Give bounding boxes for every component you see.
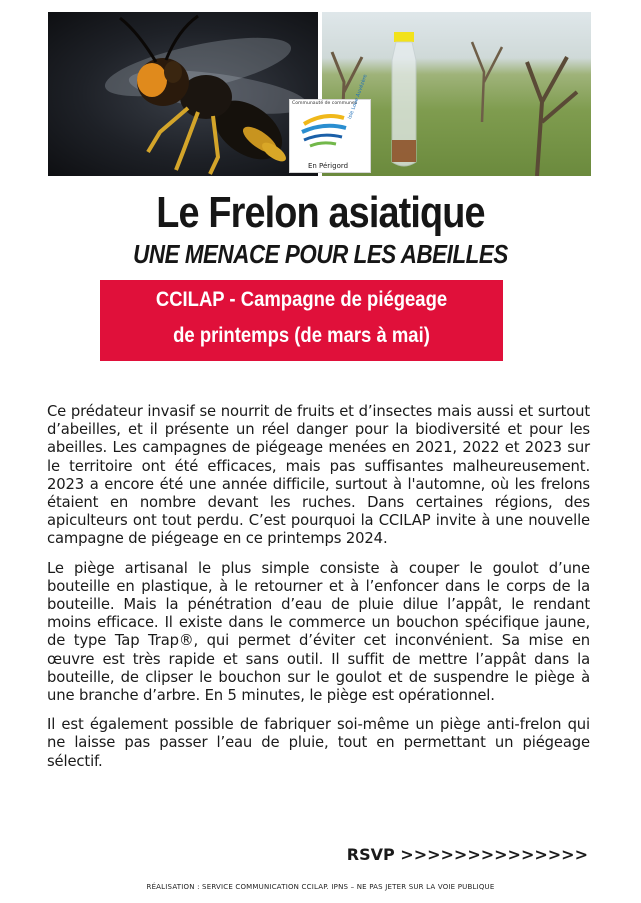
banner-line-2: de printemps (de mars à mai) <box>173 324 430 347</box>
logo-side-text: Isle Loue Auvézère <box>347 73 369 121</box>
paragraph-intro: Ce prédateur invasif se nourrit de fruits et d’insectes mais aussi et surtout d’abeilles, et il présente un réel danger pour la biodiversité et pour les abeilles. Les campagnes de piégeage menées en 2021, 2022 et 2023 sur le territoire ont été efficaces, mais pas suffisantes malheureusement. 2023 a encore été une année difficile, surtout à l'automne, où les frelons étaient en nombre devant les ruches. Dans certaines régions, des apiculteurs ont tout perdu. C’est pourquoi la CCILAP invite à une nouvelle campagne de piégeage en ce printemps 2024. <box>47 403 590 548</box>
ccilap-logo <box>289 73 371 173</box>
paragraph-trap: Le piège artisanal le plus simple consiste à couper le goulot d’une bouteille en plastique, à le retourner et à l’enfoncer dans le corps de la bouteille. Mais la pénétration d’eau de pluie dilue l’appât, le rendant moins efficace. Il existe dans le commerce un bouchon spécifique jaune, de type Tap Trap®, qui permet d’éviter cet inconvénient. Sa mise en œuvre est très rapide et sans outil. Il suffit de mettre l’appât dans la bouteille, de clipser le bouchon sur le goulot et de suspendre le piège à une branche d’arbre. En 5 minutes, le piège est opérationnel. <box>47 559 590 705</box>
paragraph-diy: Il est également possible de fabriquer soi-même un piège anti-frelon qui ne laisse pas passer l’eau de pluie, tout en permettant un piégeage sélectif. <box>47 716 590 770</box>
page-subtitle: UNE MENACE POUR LES ABEILLES <box>133 239 508 269</box>
page-title: Le Frelon asiatique <box>156 188 485 237</box>
rsvp-label: RSVP >>>>>>>>>>>>>> <box>346 845 588 864</box>
header-photos <box>48 12 591 176</box>
hornet-illustration <box>48 12 318 176</box>
body-text <box>47 403 590 782</box>
hornet-photo <box>48 12 318 176</box>
logo-org-line: Communauté de communes <box>292 101 358 106</box>
footer-note: RÉALISATION : SERVICE COMMUNICATION CCILAP. IPNS – NE PAS JETER SUR LA VOIE PUBLIQUE <box>146 883 495 891</box>
banner-line-1: CCILAP - Campagne de piégeage <box>155 288 448 311</box>
campaign-banner <box>100 280 503 361</box>
logo-waves-icon <box>290 110 368 150</box>
logo-bottom-text: En Périgord <box>307 162 349 170</box>
